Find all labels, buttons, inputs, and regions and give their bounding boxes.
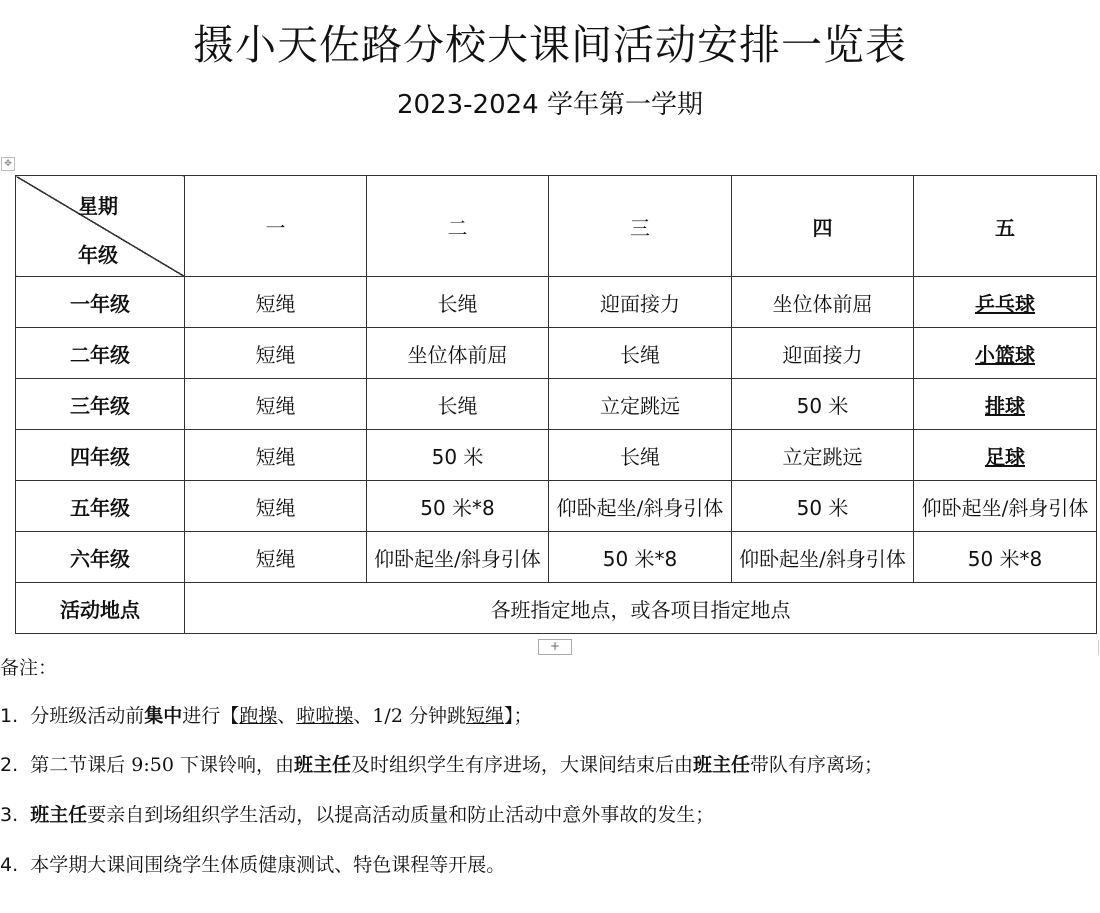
activity-cell: 仰卧起坐/斜身引体	[914, 481, 1097, 532]
note-item-1	[0, 701, 532, 728]
activity-cell: 坐位体前屈	[732, 277, 914, 328]
location-row	[16, 583, 1097, 634]
grade-label: 五年级	[16, 481, 185, 532]
activity-cell: 迎面接力	[549, 277, 732, 328]
note-number: 3.	[0, 804, 19, 826]
activity-cell: 50 米*8	[914, 532, 1097, 583]
activity-cell: 立定跳远	[732, 430, 914, 481]
schedule-table	[15, 175, 1097, 634]
activity-cell: 仰卧起坐/斜身引体	[732, 532, 914, 583]
activity-cell: 50 米*8	[549, 532, 732, 583]
day-header: 五	[914, 176, 1097, 277]
activity-cell: 短绳	[185, 328, 367, 379]
note-number: 4.	[0, 854, 19, 876]
activity-cell: 坐位体前屈	[367, 328, 549, 379]
day-header: 一	[185, 176, 367, 277]
note-text: 、1/2 分钟跳	[353, 705, 466, 727]
activity-cell: 短绳	[185, 379, 367, 430]
activity-cell: 迎面接力	[732, 328, 914, 379]
note-underlined: 啦啦操	[296, 705, 354, 727]
activity-cell: 仰卧起坐/斜身引体	[367, 532, 549, 583]
table-row	[16, 532, 1097, 583]
diagonal-header-cell	[16, 176, 185, 277]
activity-cell: 长绳	[367, 379, 549, 430]
activity-cell: 长绳	[549, 328, 732, 379]
header-week-label: 星期	[78, 194, 118, 218]
location-label: 活动地点	[16, 583, 185, 634]
note-underlined: 短绳	[465, 705, 504, 727]
note-item-3	[0, 800, 714, 827]
activity-cell: 立定跳远	[549, 379, 732, 430]
note-item-2	[0, 750, 883, 777]
day-header: 四	[732, 176, 914, 277]
table-move-handle-icon[interactable]: ✥	[1, 157, 15, 171]
note-text: 要亲自到场组织学生活动，以提高活动质量和防止活动中意外事故的发生；	[87, 804, 715, 826]
location-value: 各班指定地点，或各项目指定地点	[185, 583, 1097, 634]
table-header-row	[16, 176, 1097, 277]
note-text: 带队有序离场；	[750, 754, 884, 776]
note-bold: 班主任	[293, 754, 351, 776]
grade-label: 二年级	[16, 328, 185, 379]
grade-label: 四年级	[16, 430, 185, 481]
table-row	[16, 328, 1097, 379]
add-row-icon[interactable]: +	[538, 639, 572, 655]
note-text: 及时组织学生有序进场，大课间结束后由	[351, 754, 694, 776]
day-header: 三	[549, 176, 732, 277]
activity-cell: 短绳	[185, 481, 367, 532]
note-item-4	[0, 850, 505, 877]
note-number: 2.	[0, 754, 19, 776]
page-edge-divider	[1098, 640, 1099, 655]
note-text: 进行【	[182, 705, 240, 727]
activity-cell: 仰卧起坐/斜身引体	[549, 481, 732, 532]
activity-cell: 50 米	[732, 481, 914, 532]
activity-cell: 排球	[914, 379, 1097, 430]
activity-cell: 短绳	[185, 277, 367, 328]
activity-cell: 短绳	[185, 430, 367, 481]
note-bold: 班主任	[693, 754, 751, 776]
note-bold: 班主任	[30, 804, 88, 826]
table-row	[16, 430, 1097, 481]
note-number: 1.	[0, 705, 19, 727]
activity-cell: 足球	[914, 430, 1097, 481]
grade-label: 一年级	[16, 277, 185, 328]
day-header: 二	[367, 176, 549, 277]
activity-cell: 长绳	[367, 277, 549, 328]
document-subtitle: 2023-2024 学年第一学期	[397, 90, 703, 120]
note-text: 本学期大课间围绕学生体质健康测试、特色课程等开展。	[30, 854, 506, 876]
activity-cell: 乒乓球	[914, 277, 1097, 328]
note-underlined: 跑操	[239, 705, 278, 727]
table-row	[16, 277, 1097, 328]
activity-cell: 小篮球	[914, 328, 1097, 379]
note-bold: 集中	[144, 705, 183, 727]
activity-cell: 50 米	[732, 379, 914, 430]
grade-label: 六年级	[16, 532, 185, 583]
table-row	[16, 379, 1097, 430]
note-text: 、	[277, 705, 297, 727]
table-row	[16, 481, 1097, 532]
grade-label: 三年级	[16, 379, 185, 430]
note-text: 第二节课后 9:50 下课铃响，由	[30, 754, 294, 776]
header-grade-label: 年级	[78, 243, 118, 267]
activity-cell: 50 米	[367, 430, 549, 481]
note-text: 分班级活动前	[30, 705, 145, 727]
activity-cell: 50 米*8	[367, 481, 549, 532]
notes-heading: 备注：	[0, 657, 58, 679]
activity-cell: 短绳	[185, 532, 367, 583]
activity-cell: 长绳	[549, 430, 732, 481]
document-title: 摄小天佐路分校大课间活动安排一览表	[193, 21, 907, 69]
note-text: 】；	[503, 705, 533, 727]
